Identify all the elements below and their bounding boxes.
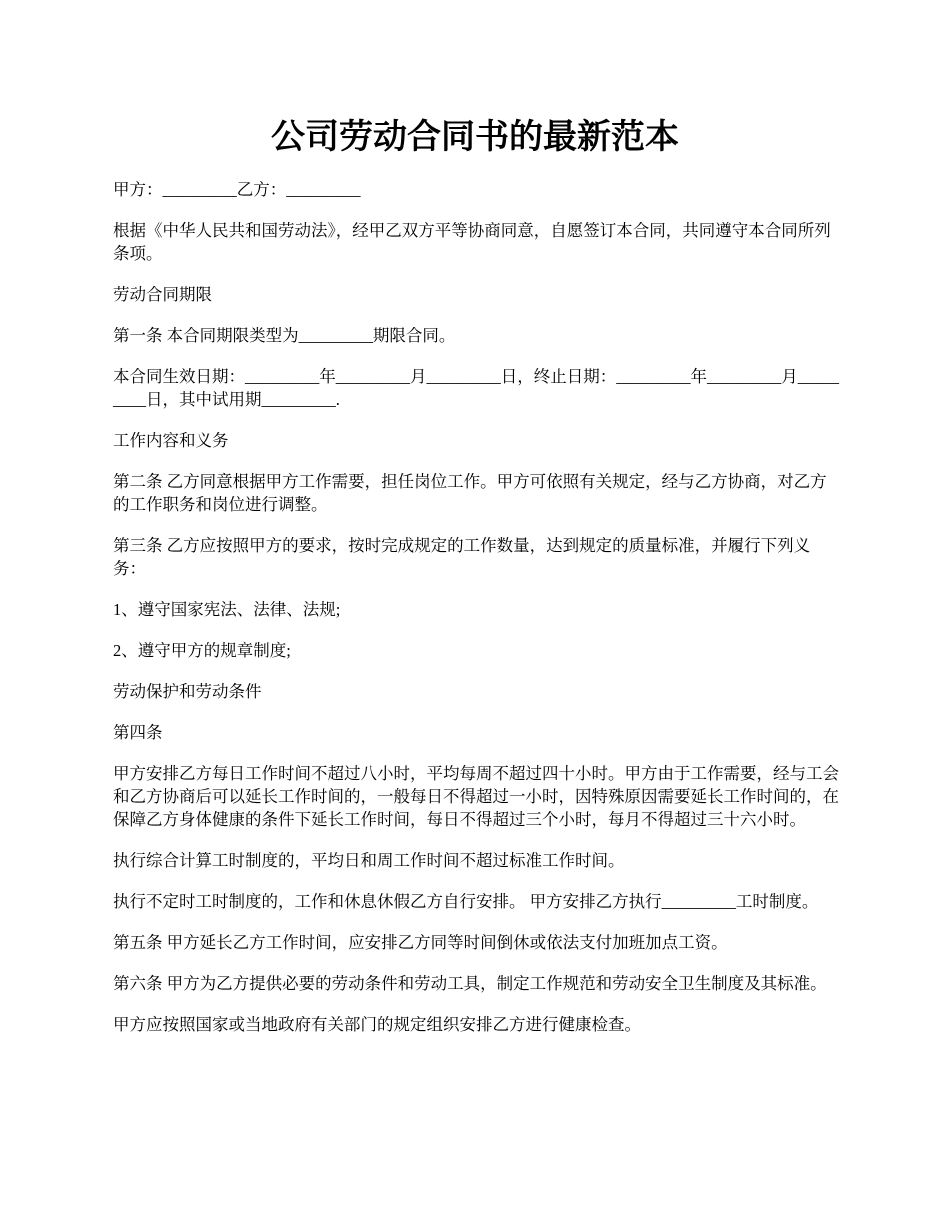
- comprehensive-hours-paragraph: 执行综合计算工时制度的，平均日和周工作时间不超过标准工作时间。: [113, 851, 625, 870]
- section-heading-duties: 工作内容和义务: [113, 431, 229, 450]
- preamble-paragraph: 根据《中华人民共和国劳动法》，经甲乙双方平等协商同意，自愿签订本合同，共同遵守本合同所列条项。: [113, 221, 831, 263]
- article-2: 第二条 乙方同意根据甲方工作需要，担任岗位工作。甲方可依照有关规定，经与乙方协商，对乙方的工作职务和岗位进行调整。: [113, 472, 827, 514]
- article-1: 第一条 本合同期限类型为_________期限合同。: [113, 326, 456, 345]
- article-4-heading: 第四条: [113, 723, 163, 742]
- flexible-hours-paragraph: 执行不定时工时制度的，工作和休息休假乙方自行安排。 甲方安排乙方执行_________工时制度。: [113, 892, 819, 911]
- section-heading-term: 劳动合同期限: [113, 285, 212, 304]
- health-check-paragraph: 甲方应按照国家或当地政府有关部门的规定组织安排乙方进行健康检查。: [113, 1015, 641, 1034]
- parties-line: 甲方：_________乙方：_________: [113, 180, 361, 199]
- article-6: 第六条 甲方为乙方提供必要的劳动条件和劳动工具，制定工作规范和劳动安全卫生制度及其标准。: [113, 974, 827, 993]
- document-title: 公司劳动合同书的最新范本: [271, 119, 679, 156]
- document-body: [113, 178, 841, 1054]
- article-5: 第五条 甲方延长乙方工作时间，应安排乙方同等时间倒休或依法支付加班加点工资。: [113, 933, 728, 952]
- obligation-item-2: 2、遵守甲方的规章制度;: [113, 641, 291, 660]
- effective-dates-paragraph: 本合同生效日期：_________年_________月_________日，终止日期：_________年_________月_________日，其中试用期_________.: [113, 367, 839, 409]
- section-heading-protection: 劳动保护和劳动条件: [113, 682, 262, 701]
- article-3: 第三条 乙方应按照甲方的要求，按时完成规定的工作数量，达到规定的质量标准，并履行下列义务：: [113, 536, 811, 578]
- working-hours-paragraph: 甲方安排乙方每日工作时间不超过八小时，平均每周不超过四十小时。甲方由于工作需要，经与工会和乙方协商后可以延长工作时间的，一般每日不得超过一小时，因特殊原因需要延长工作时间的，在保障乙方身体健康的条件下延长工作时间，每日不得超过三个小时，每月不得超过三十六小时。: [113, 764, 839, 829]
- obligation-item-1: 1、遵守国家宪法、法律、法规;: [113, 600, 341, 619]
